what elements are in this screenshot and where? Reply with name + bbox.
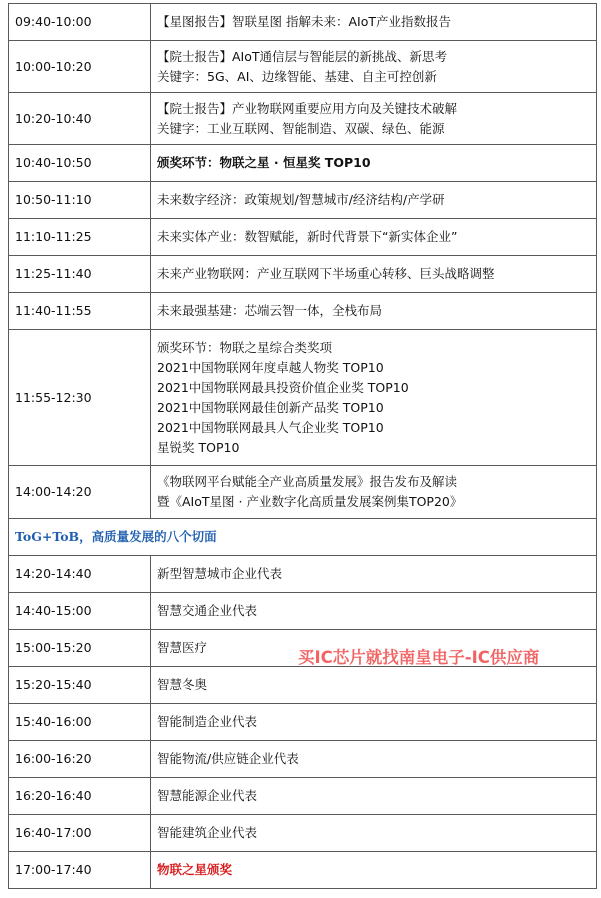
time-cell: 15:20-15:40 [9,667,151,704]
description-cell [151,182,597,219]
description-line: 【星图报告】智联星图 指解未来：AIoT产业指数报告 [157,14,451,29]
time-cell: 16:20-16:40 [9,778,151,815]
agenda-row [9,256,597,293]
agenda-row [9,741,597,778]
agenda-row [9,704,597,741]
agenda-row [9,41,597,93]
agenda-row [9,330,597,466]
description-line: 未来最强基建：芯端云智一体，全栈布局 [157,303,383,318]
agenda-row [9,293,597,330]
description-cell: 新型智慧城市企业代表 [151,556,597,593]
description-cell: 智能建筑企业代表 [151,815,597,852]
agenda-row [9,219,597,256]
agenda-table [8,3,597,889]
agenda-row [9,93,597,145]
award-line: 颁奖环节：物联之星 · 恒星奖 TOP10 [157,155,371,170]
description-cell: 智慧交通企业代表 [151,593,597,630]
agenda-row [9,852,597,889]
description-line: 【院士报告】产业物联网重要应用方向及关键技术破解 [157,100,458,116]
section-header-row [9,519,597,556]
award-list-item: 2021中国物联网最具投资价值企业奖 TOP10 [157,379,409,395]
description-line: 未来数字经济：政策规划/智慧城市/经济结构/产学研 [157,192,445,207]
time-cell: 10:20-10:40 [9,93,151,145]
time-cell: 10:50-11:10 [9,182,151,219]
description-cell [151,293,597,330]
time-cell: 16:00-16:20 [9,741,151,778]
description-cell [151,93,597,145]
time-cell: 14:00-14:20 [9,466,151,519]
description-cell [151,466,597,519]
time-cell: 11:25-11:40 [9,256,151,293]
description-cell [151,4,597,41]
award-list-item: 2021中国物联网年度卓越人物奖 TOP10 [157,359,384,375]
time-cell: 11:40-11:55 [9,293,151,330]
description-line: 《物联网平台赋能全产业高质量发展》报告发布及解读 [157,474,458,489]
agenda-row [9,778,597,815]
time-cell: 14:20-14:40 [9,556,151,593]
award-cell [151,145,597,182]
agenda-row [9,815,597,852]
watermark-text: 买IC芯片就找南皇电子-IC供应商 [298,648,540,667]
time-cell: 17:00-17:40 [9,852,151,889]
description-cell: 智慧能源企业代表 [151,778,597,815]
time-cell: 09:40-10:00 [9,4,151,41]
agenda-row [9,667,597,704]
description-line: 未来产业物联网：产业互联网下半场重心转移、巨头战略调整 [157,266,495,281]
description-cell: 智能制造企业代表 [151,704,597,741]
agenda-row [9,556,597,593]
time-cell: 15:40-16:00 [9,704,151,741]
description-cell: 智慧医疗 [151,630,597,667]
description-cell [151,330,597,466]
description-line: 【院士报告】AIoT通信层与智能层的新挑战、新思考 [157,48,448,64]
description-line: 未来实体产业：数智赋能，新时代背景下“新实体企业” [157,229,458,244]
time-cell: 16:40-17:00 [9,815,151,852]
agenda-row [9,593,597,630]
description-cell [151,219,597,256]
description-cell: 智能物流/供应链企业代表 [151,741,597,778]
time-cell: 14:40-15:00 [9,593,151,630]
award-list-item: 2021中国物联网最佳创新产品奖 TOP10 [157,399,384,415]
keywords-line: 关键字：5G、AI、边缘智能、基建、自主可控创新 [157,68,437,84]
description-cell [151,256,597,293]
description-cell [151,41,597,93]
agenda-row [9,4,597,41]
award-ceremony-cell: 物联之星颁奖 [151,852,597,889]
description-line: 颁奖环节：物联之星综合类奖项 [157,339,333,355]
description-line: 暨《AIoT星图 · 产业数字化高质量发展案例集TOP20》 [157,494,463,509]
section-title: ToG+ToB，高质量发展的八个切面 [9,519,597,556]
description-cell: 智慧冬奥 [151,667,597,704]
agenda-row [9,466,597,519]
agenda-row [9,182,597,219]
time-cell: 10:40-10:50 [9,145,151,182]
keywords-line: 关键字：工业互联网、智能制造、双碳、绿色、能源 [157,120,445,136]
award-list-item: 星锐奖 TOP10 [157,439,240,455]
agenda-row [9,145,597,182]
time-cell: 11:55-12:30 [9,330,151,466]
time-cell: 10:00-10:20 [9,41,151,93]
award-list-item: 2021中国物联网最具人气企业奖 TOP10 [157,419,384,435]
time-cell: 11:10-11:25 [9,219,151,256]
time-cell: 15:00-15:20 [9,630,151,667]
